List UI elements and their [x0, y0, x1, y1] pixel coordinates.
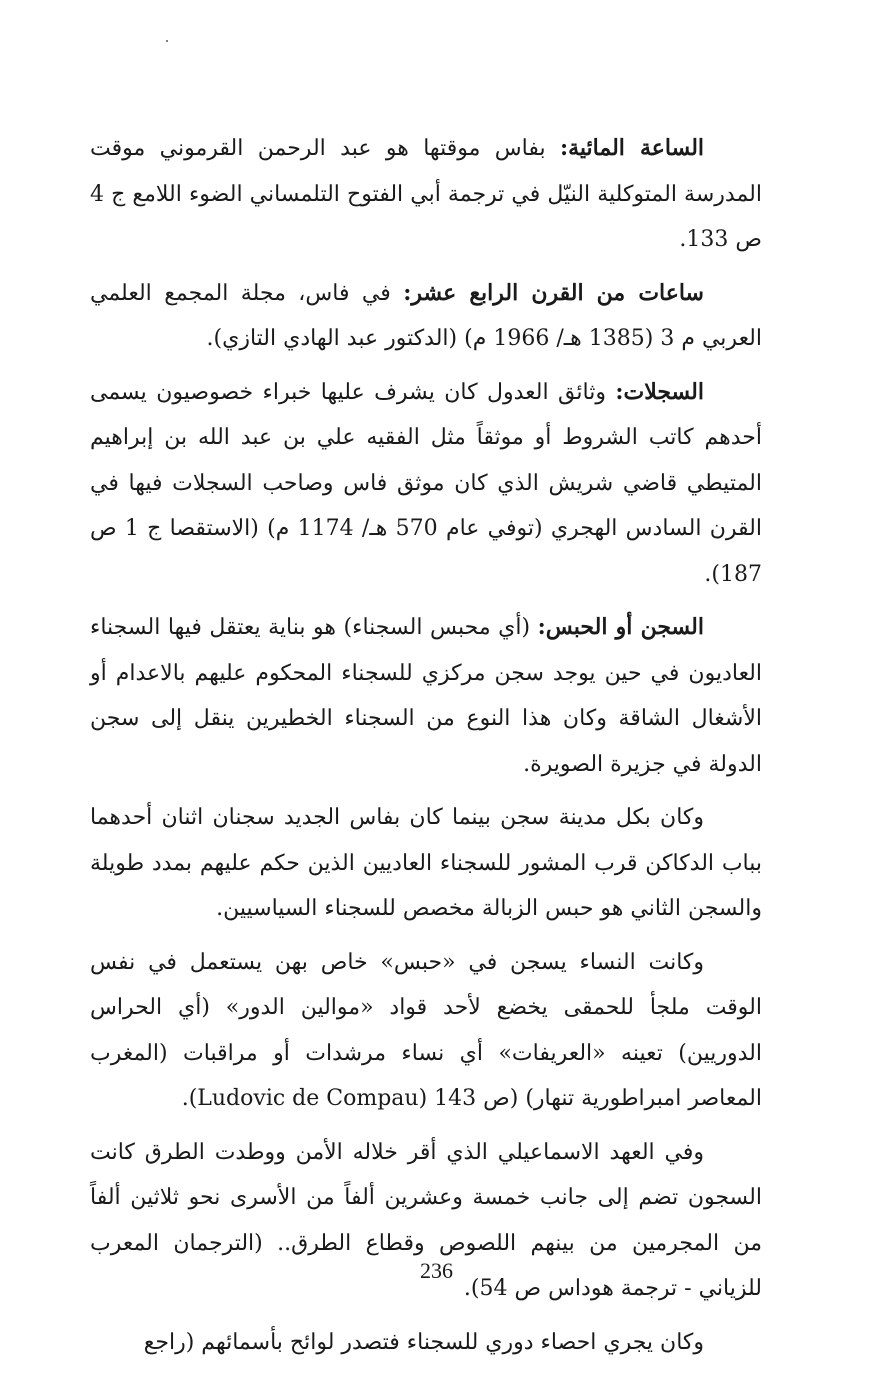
- entry-term: السجن أو الحبس:: [537, 614, 704, 640]
- paragraph-prison: [90, 605, 762, 787]
- entry-text: وكان بكل مدينة سجن بينما كان بفاس الجديد سجنان اثنان أحدهما بباب الدكاكن قرب المشور للسجناء العاديين الذين حكم عليهم بمدد طويلة والسجن الثاني هو حبس الزبالة مخصص للسجناء السياسيين.: [90, 805, 762, 921]
- paragraph-census: [90, 1320, 762, 1366]
- page-body: [90, 126, 762, 1365]
- paragraph-women-prison: [90, 940, 762, 1122]
- entry-text: (أي محبس السجناء) هو بناية يعتقل فيها السجناء العاديون في حين يوجد سجن مركزي للسجناء المحكوم عليهم بالاعدام أو الأشغال الشاقة وكان هذا النوع من السجناء الخطيرين ينقل إلى سجن الدولة في جزيرة الصويرة.: [90, 615, 762, 777]
- scan-speck: [166, 40, 168, 42]
- entry-text: وكان يجري احصاء دوري للسجناء فتصدر لوائح بأسمائهم (راجع: [143, 1329, 704, 1355]
- entry-term: ساعات من القرن الرابع عشر:: [403, 279, 704, 306]
- entry-text: بفاس موقتها هو عبد الرحمن القرموني موقت المدرسة المتوكلية النيّل في ترجمة أبي الفتوح التلمساني الضوء اللامع ج 4 ص 133.: [90, 136, 762, 252]
- page-number: 236: [420, 1258, 453, 1283]
- entry-text: في فاس، مجلة المجمع العلمي العربي م 3 (1385 هـ/ 1966 م) (الدكتور عبد الهادي التازي).: [90, 280, 762, 351]
- entry-term: الساعة المائية:: [559, 135, 705, 161]
- paragraph-city-prisons: [90, 795, 762, 932]
- paragraph-registers: [90, 370, 762, 598]
- entry-text: وثائق العدول كان يشرف عليها خبراء خصوصيون يسمى أحدهم كاتب الشروط أو موثقاً مثل الفقيه علي بن عبد الله بن إبراهيم المتيطي قاضي شريش الذي كان موثق فاس وصاحب السجلات فيها في القرن السادس الهجري (توفي عام 570 هـ/ 1174 م) (الاستقصا ج 1 ص 187).: [90, 379, 762, 587]
- entry-text: وكانت النساء يسجن في «حبس» خاص بهن يستعمل في نفس الوقت ملجأ للحمقى يخضع لأحد قواد «موالين الدور» (أي الحراس الدوريين) تعينه «العريفات» أي نساء مرشدات أو مراقبات (المغرب المعاصر امبراطورية تنهار) (ص 143 (Ludovic de Compau).: [90, 949, 762, 1111]
- entry-term: السجلات:: [615, 378, 704, 405]
- paragraph-water-clock: [90, 126, 762, 263]
- paragraph-14th-century-clocks: [90, 271, 762, 362]
- entry-text: وفي العهد الاسماعيلي الذي أقر خلاله الأمن ووطدت الطرق كانت السجون تضم إلى جانب خمسة وعشرين ألفاً من الأسرى نحو ثلاثين ألفاً من المجرمين من بينهم اللصوص وقطاع الطرق.. (الترجمان المعرب للزياني - ترجمة هوداس ص 54).: [90, 1139, 762, 1301]
